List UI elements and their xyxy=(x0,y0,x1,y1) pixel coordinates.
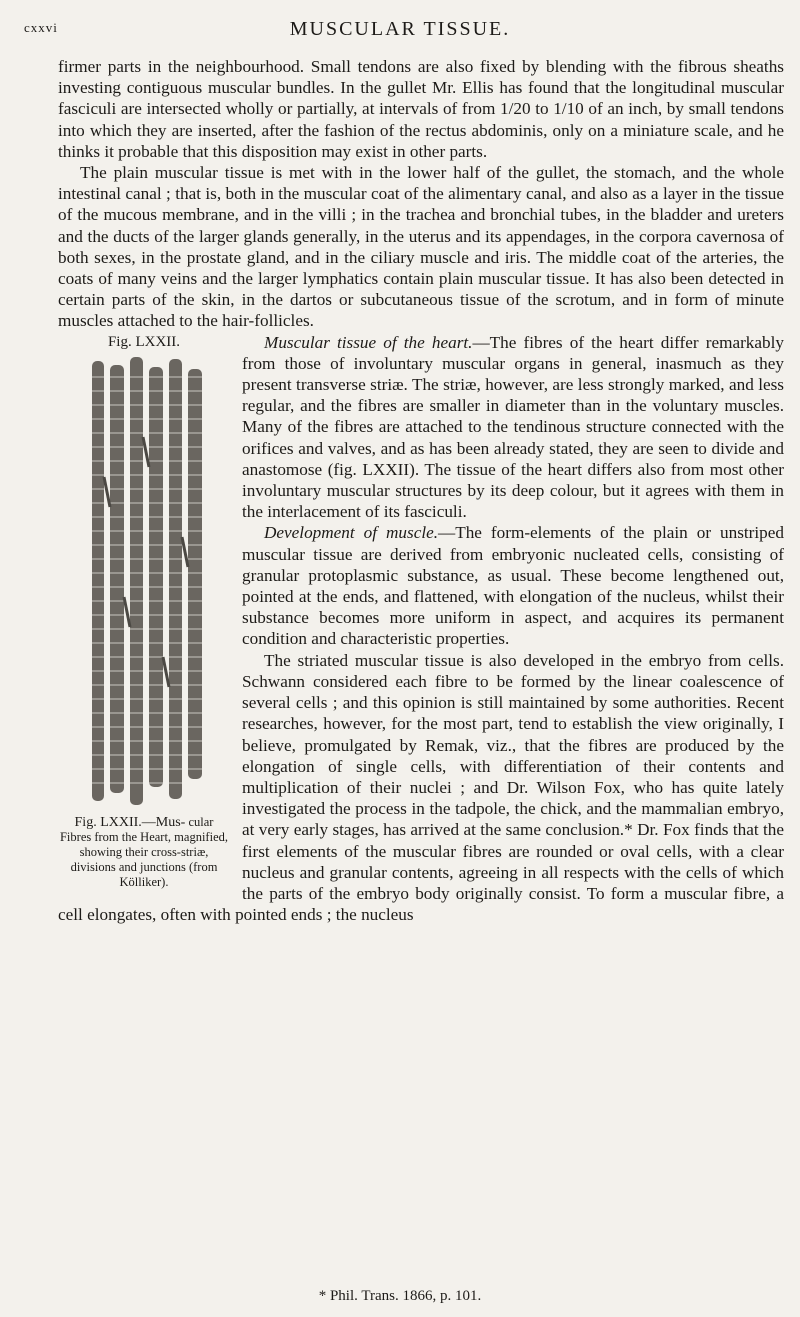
paragraph-plain-muscle xyxy=(58,162,784,332)
figure-caption-rest: cular Fibres from the Heart, magnified, showing their cross-striæ, divisions and junctions (from Kölliker). xyxy=(59,814,228,889)
plain-muscle-text: The plain muscular tissue is met with in the lower half of the gullet, the stomach, and the whole intestinal canal ; that is, both in the muscular coat of the alimentary canal, and also as a layer in the tissue of the mucous membrane, and in the villi ; in the trachea and bronchial tubes, in the bladder and ureters and the ducts of the larger glands generally, in the uterus and its appendages, in the corpora cavernosa of both sexes, in the prostate gland, and in the ciliary muscle and iris. The middle coat of the arteries, the coats of many veins and the larger lymphatics contain plain muscular tissue. It has also been detected in certain parts of the skin, in the dartos or subcutaneous tissue of the scrotum, and in form of minute muscles attached to the hair-follicles. xyxy=(58,163,784,331)
figure-caption-lead: Fig. LXXII.—Mus- xyxy=(74,814,186,830)
page-number: cxxvi xyxy=(24,20,58,35)
paragraph-striated: The striated muscular tissue is also developed in the embryo from cells. Schwann considered each fibre to be formed by the linear coalescence of several cells ; and this opinion is still maintained by some authorities. Recent researches, however, for the most part, tend to establish the view originally, I believe, promulgated by Remak, viz., that the fibres are produced by the elongation of single cells, with differentiation of their contents and multiplication of their nuclei ; and Dr. Wilson Fox, who has quite lately investigated the process in the tadpole, the chick, and the mammalian embryo, at very early stages, has arrived at the same conclusion.* Dr. Fox finds that the first elements of the muscular fibres are rounded or oval cells, with a clear nucleus and granular contents, agreeing in all respects with the cells of which the parts of the embryo body originally consist. To form a muscular fibre, a cell elongates, often with pointed ends ; the nucleus xyxy=(58,650,784,925)
heart-muscle-fibres-illustration xyxy=(86,357,212,805)
development-text: —The form-elements of the plain or unstriped muscular tissue are derived from embryonic nucleated cells, consisting of granular protoplasmic substance, as usual. These become lengthened out, pointed at the ends, and flattened, with elongation of the nucleus, whilst their substance becomes more uniform in aspect, and acquires its permanent condition and characteristic properties. xyxy=(242,523,784,649)
development-heading: Development of muscle. xyxy=(264,523,439,543)
page-title: MUSCULAR TISSUE. xyxy=(289,18,511,40)
footnote: * Phil. Trans. 1866, p. 101. xyxy=(318,1288,482,1304)
figure-caption xyxy=(58,815,230,890)
running-head xyxy=(0,18,800,48)
body-text xyxy=(58,56,784,925)
heart-heading: Muscular tissue of the heart. xyxy=(264,332,473,352)
figure-label: Fig. LXXII. xyxy=(107,333,181,350)
heart-text: —The fibres of the heart differ remarkably from those of involuntary muscular organs in general, inasmuch as they present transverse striæ. The striæ, however, are less strongly marked, and less regular, and the fibres are smaller in diameter than in the voluntary muscles. Many of the fibres are attached to the tendinous structure connected with the orifices and valves, and as has been already stated, they are seen to divide and anastomose (fig. LXXII). The tissue of the heart differs also from most other involuntary muscular structures by its deep colour, but it agrees with them in the interlacement of its fasciculi. xyxy=(242,332,784,522)
figure-lxxii xyxy=(58,334,230,890)
paragraph-tendons: firmer parts in the neighbourhood. Small tendons are also fixed by blending with the fibrous sheaths investing contiguous muscular bundles. In the gullet Mr. Ellis has found that the longitudinal muscular fasciculi are intersected wholly or partially, at intervals of from 1/20 to 1/10 of an inch, by small tendons into which they are inserted, after the fashion of the rectus abdominis, only on a miniature scale, and he thinks it probable that this disposition may exist in other parts. xyxy=(58,57,784,161)
